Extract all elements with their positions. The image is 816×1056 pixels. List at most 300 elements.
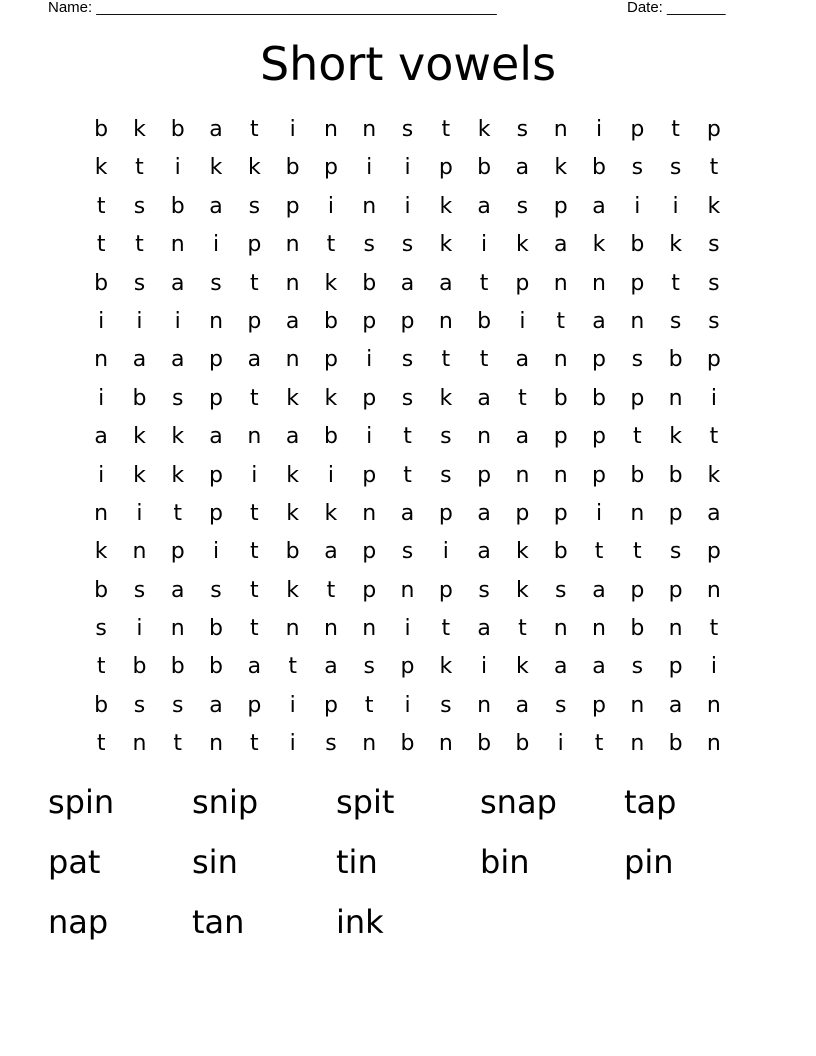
grid-cell: a [247, 654, 262, 680]
grid-cell: p [630, 577, 645, 603]
grid-cell: b [630, 232, 645, 258]
grid-cell: s [133, 692, 146, 718]
grid-cell: n [400, 577, 415, 603]
grid-cell: t [632, 424, 642, 450]
grid-cell: b [668, 462, 683, 488]
grid-cell: b [630, 462, 645, 488]
grid-cell: p [323, 155, 338, 181]
grid-cell: p [438, 500, 453, 526]
grid-cell: a [171, 347, 185, 373]
grid-cell: p [668, 577, 683, 603]
grid-cell: i [212, 232, 220, 258]
grid-cell: b [477, 308, 492, 334]
grid-cell: p [247, 232, 262, 258]
grid-cell: k [94, 155, 108, 181]
grid-cell: b [362, 270, 377, 296]
grid-cell: b [285, 155, 300, 181]
grid-cell: i [98, 462, 105, 488]
grid-cell: s [631, 654, 644, 680]
grid-cell: t [250, 577, 259, 603]
grid-cell: s [554, 692, 567, 718]
grid-cell: t [96, 232, 106, 258]
grid-cell: t [594, 539, 604, 565]
grid-cell: s [631, 155, 644, 181]
grid-cell: i [404, 155, 411, 181]
grid-cell: b [323, 308, 338, 334]
grid-cell: s [708, 232, 720, 258]
grid-cell: i [404, 616, 411, 642]
grid-cell: b [668, 347, 683, 373]
grid-cell: t [288, 654, 297, 680]
grid-cell: p [209, 462, 224, 488]
grid-cell: k [286, 577, 299, 603]
grid-cell: b [170, 193, 185, 219]
grid-cell: s [95, 616, 107, 642]
grid-cell: b [170, 654, 185, 680]
grid-cell: i [366, 424, 373, 450]
grid-cell: p [362, 308, 377, 334]
word-list-item: tan [192, 903, 245, 941]
grid-cell: s [401, 539, 414, 565]
grid-cell: p [630, 270, 645, 296]
grid-cell: k [439, 654, 453, 680]
page-title: Short vowels [259, 37, 557, 91]
grid-cell: p [438, 155, 453, 181]
grid-cell: a [209, 424, 223, 450]
grid-cell: s [133, 270, 146, 296]
grid-cell: s [708, 308, 720, 334]
grid-cell: i [557, 731, 564, 757]
grid-cell: k [439, 232, 453, 258]
grid-cell: s [401, 347, 414, 373]
grid-cell: n [630, 308, 645, 334]
grid-cell: a [209, 193, 223, 219]
grid-cell: b [592, 155, 606, 181]
grid-cell: i [212, 539, 220, 565]
grid-cell: p [668, 500, 683, 526]
grid-cell: p [209, 347, 224, 373]
grid-cell: k [516, 577, 529, 603]
word-list-item: pin [624, 843, 674, 881]
grid-cell: b [477, 731, 492, 757]
grid-cell: i [710, 385, 717, 411]
word-list-item: snap [480, 783, 557, 821]
grid-cell: n [132, 539, 147, 565]
grid-cell: s [363, 232, 375, 258]
grid-cell: k [477, 117, 491, 142]
grid-cell: k [592, 232, 606, 258]
grid-cell: p [706, 347, 721, 373]
grid-cell: i [327, 462, 334, 488]
grid-cell: k [324, 385, 338, 411]
grid-cell: n [553, 347, 568, 373]
grid-cell: b [94, 117, 109, 142]
grid-cell: t [632, 539, 642, 565]
grid-cell: t [326, 577, 336, 603]
grid-cell: p [630, 385, 645, 411]
grid-cell: n [170, 232, 185, 258]
grid-cell: t [135, 232, 144, 258]
word-list-item: snip [192, 783, 259, 821]
grid-cell: s [516, 193, 529, 219]
grid-cell: i [251, 462, 258, 488]
grid-cell: n [362, 117, 377, 142]
grid-cell: n [323, 117, 338, 142]
grid-cell: t [441, 117, 451, 142]
grid-cell: t [326, 232, 336, 258]
grid-cell: n [553, 270, 568, 296]
grid-cell: s [440, 692, 452, 718]
grid-cell: t [441, 616, 451, 642]
grid-cell: t [403, 462, 412, 488]
grid-cell: a [515, 692, 530, 718]
grid-cell: s [401, 232, 414, 258]
grid-cell: a [477, 500, 491, 526]
grid-cell: b [94, 577, 109, 603]
grid-cell: i [289, 731, 296, 757]
grid-cell: b [132, 654, 147, 680]
grid-cell: n [477, 692, 492, 718]
grid-cell: i [634, 193, 641, 219]
grid-cell: a [515, 155, 530, 181]
grid-cell: b [285, 539, 300, 565]
grid-cell: s [440, 424, 452, 450]
grid-cell: a [439, 270, 453, 296]
grid-cell: a [285, 424, 300, 450]
grid-cell: t [250, 270, 259, 296]
grid-cell: p [247, 308, 262, 334]
grid-cell: s [172, 385, 184, 411]
grid-cell: n [630, 692, 645, 718]
grid-cell: k [439, 193, 453, 219]
grid-cell: n [362, 193, 377, 219]
grid-cell: i [519, 308, 526, 334]
grid-cell: a [477, 616, 491, 642]
grid-cell: s [401, 117, 414, 142]
grid-cell: i [595, 500, 603, 526]
grid-cell: i [174, 308, 181, 334]
grid-cell: n [706, 692, 721, 718]
grid-cell: a [592, 308, 606, 334]
grid-cell: a [592, 193, 606, 219]
grid-cell: t [594, 731, 604, 757]
grid-cell: b [94, 270, 109, 296]
grid-cell: p [553, 500, 568, 526]
grid-cell: a [668, 692, 683, 718]
grid-cell: k [247, 155, 261, 181]
grid-cell: k [171, 462, 185, 488]
grid-cell: t [441, 347, 451, 373]
grid-cell: i [366, 347, 373, 373]
grid-cell: n [668, 616, 683, 642]
grid-cell: a [553, 654, 568, 680]
grid-cell: s [210, 270, 222, 296]
grid-cell: t [403, 424, 412, 450]
word-list-item: pat [48, 843, 101, 881]
grid-cell: p [592, 347, 606, 373]
grid-cell: b [592, 385, 606, 411]
grid-cell: k [286, 500, 299, 526]
grid-cell: s [669, 308, 682, 334]
grid-cell: p [477, 462, 492, 488]
grid-cell: n [668, 385, 683, 411]
word-list-item: nap [48, 903, 109, 941]
grid-cell: p [362, 462, 377, 488]
grid-cell: i [98, 385, 105, 411]
grid-cell: b [400, 731, 415, 757]
grid-cell: i [710, 654, 717, 680]
grid-cell: i [136, 500, 143, 526]
grid-cell: a [400, 500, 415, 526]
letter-grid [82, 111, 733, 764]
grid-cell: s [708, 270, 720, 296]
grid-cell: t [173, 500, 183, 526]
grid-cell: s [478, 577, 490, 603]
grid-cell: k [286, 462, 299, 488]
grid-cell: k [439, 385, 453, 411]
grid-cell: k [133, 424, 146, 450]
grid-cell: i [98, 308, 105, 334]
grid-cell: t [250, 500, 259, 526]
grid-cell: k [324, 270, 338, 296]
grid-cell: b [515, 731, 530, 757]
grid-cell: a [477, 193, 491, 219]
grid-cell: p [706, 539, 721, 565]
grid-cell: a [515, 424, 530, 450]
grid-cell: s [248, 193, 261, 219]
grid-cell: n [438, 308, 453, 334]
grid-cell: n [285, 616, 300, 642]
grid-cell: b [94, 692, 109, 718]
grid-cell: n [247, 424, 262, 450]
grid-cell: p [592, 692, 606, 718]
grid-cell: k [669, 232, 682, 258]
word-list-item: tap [624, 783, 677, 821]
grid-cell: a [592, 577, 606, 603]
grid-cell: n [209, 308, 224, 334]
grid-cell: a [324, 539, 338, 565]
grid-cell: t [250, 539, 259, 565]
grid-cell: p [209, 500, 224, 526]
grid-cell: n [94, 500, 109, 526]
grid-cell: p [362, 577, 377, 603]
grid-cell: p [362, 539, 377, 565]
grid-cell: a [171, 270, 185, 296]
grid-cell: s [440, 462, 452, 488]
grid-cell: b [132, 385, 147, 411]
grid-cell: k [707, 193, 721, 219]
grid-cell: p [668, 654, 683, 680]
grid-cell: i [289, 117, 296, 142]
grid-cell: i [136, 616, 143, 642]
grid-cell: n [706, 731, 721, 757]
grid-cell: t [250, 385, 259, 411]
grid-cell: p [323, 692, 338, 718]
grid-cell: n [285, 270, 300, 296]
grid-cell: t [479, 270, 489, 296]
word-list-item: ink [336, 903, 384, 941]
grid-cell: a [477, 385, 491, 411]
grid-cell: s [210, 577, 222, 603]
grid-cell: n [630, 731, 645, 757]
grid-cell: n [592, 270, 606, 296]
grid-cell: n [438, 731, 453, 757]
grid-cell: p [553, 424, 568, 450]
grid-cell: n [170, 616, 185, 642]
grid-cell: n [515, 462, 530, 488]
word-list-item: tin [336, 843, 378, 881]
grid-cell: a [400, 270, 415, 296]
grid-cell: b [209, 654, 224, 680]
grid-cell: i [595, 117, 603, 142]
grid-cell: n [706, 577, 721, 603]
grid-cell: n [362, 500, 377, 526]
grid-cell: k [516, 232, 529, 258]
grid-cell: s [669, 155, 682, 181]
grid-cell: a [324, 654, 338, 680]
grid-cell: p [323, 347, 338, 373]
grid-cell: n [553, 462, 568, 488]
grid-cell: p [592, 424, 606, 450]
grid-cell: b [170, 117, 185, 142]
grid-cell: t [250, 117, 259, 142]
grid-cell: t [250, 731, 259, 757]
grid-cell: i [442, 539, 449, 565]
grid-cell: p [285, 193, 300, 219]
grid-cell: k [209, 155, 223, 181]
grid-cell: i [289, 692, 296, 718]
grid-cell: a [132, 347, 147, 373]
grid-cell: a [592, 654, 606, 680]
grid-cell: b [668, 731, 683, 757]
grid-cell: a [477, 539, 491, 565]
word-list-item: spin [48, 783, 115, 821]
grid-cell: n [553, 616, 568, 642]
grid-cell: k [286, 385, 299, 411]
name-field[interactable]: Name: ________________________________________________ [48, 0, 497, 16]
grid-cell: t [96, 193, 106, 219]
grid-cell: k [133, 117, 146, 142]
grid-cell: t [671, 270, 680, 296]
grid-cell: t [709, 155, 719, 181]
header [48, 0, 748, 20]
grid-cell: i [481, 232, 488, 258]
grid-cell: p [247, 692, 262, 718]
grid-cell: k [669, 424, 682, 450]
grid-cell: i [672, 193, 679, 219]
grid-cell: i [366, 155, 373, 181]
grid-cell: n [285, 232, 300, 258]
grid-cell: k [707, 462, 721, 488]
grid-cell: p [706, 117, 721, 142]
grid-cell: k [171, 424, 185, 450]
grid-cell: b [209, 616, 224, 642]
word-list-item: sin [192, 843, 238, 881]
grid-cell: a [707, 500, 721, 526]
grid-cell: p [400, 654, 415, 680]
grid-cell: t [518, 616, 527, 642]
word-list [48, 777, 768, 957]
grid-cell: a [209, 117, 223, 142]
grid-cell: a [94, 424, 108, 450]
grid-cell: b [477, 155, 492, 181]
grid-cell: s [401, 385, 414, 411]
grid-cell: a [171, 577, 185, 603]
grid-cell: a [553, 232, 568, 258]
grid-cell: p [362, 385, 377, 411]
grid-cell: k [554, 155, 568, 181]
grid-cell: n [132, 731, 147, 757]
grid-cell: b [630, 616, 645, 642]
grid-cell: k [94, 539, 108, 565]
grid-cell: t [250, 616, 259, 642]
date-field[interactable]: Date: _______ [627, 0, 726, 16]
grid-cell: p [515, 270, 530, 296]
grid-cell: s [133, 193, 146, 219]
grid-cell: n [94, 347, 109, 373]
grid-cell: b [323, 424, 338, 450]
grid-cell: s [172, 692, 184, 718]
grid-cell: t [364, 692, 374, 718]
grid-cell: n [209, 731, 224, 757]
grid-cell: k [133, 462, 146, 488]
grid-cell: t [96, 654, 106, 680]
grid-cell: n [630, 500, 645, 526]
grid-cell: i [136, 308, 143, 334]
grid-cell: t [135, 155, 144, 181]
grid-cell: p [209, 385, 224, 411]
grid-cell: p [553, 193, 568, 219]
grid-cell: k [516, 539, 529, 565]
grid-cell: s [363, 654, 375, 680]
grid-cell: i [404, 193, 411, 219]
grid-cell: t [671, 117, 680, 142]
grid-cell: t [518, 385, 527, 411]
grid-cell: a [285, 308, 300, 334]
grid-cell: s [669, 539, 682, 565]
grid-cell: p [515, 500, 530, 526]
word-list-item: spit [336, 783, 395, 821]
grid-cell: t [709, 424, 719, 450]
grid-cell: k [516, 654, 529, 680]
grid-cell: i [327, 193, 334, 219]
grid-cell: p [438, 577, 453, 603]
grid-cell: n [362, 731, 377, 757]
grid-cell: t [709, 616, 719, 642]
grid-cell: b [553, 539, 568, 565]
grid-cell: t [96, 731, 106, 757]
grid-cell: p [170, 539, 185, 565]
grid-cell: n [553, 117, 568, 142]
grid-cell: s [325, 731, 337, 757]
grid-cell: n [477, 424, 492, 450]
grid-cell: t [479, 347, 489, 373]
grid-cell: t [173, 731, 183, 757]
grid-cell: a [247, 347, 262, 373]
grid-cell: t [556, 308, 566, 334]
grid-cell: n [592, 616, 606, 642]
grid-cell: p [400, 308, 415, 334]
word-list-item: bin [480, 843, 530, 881]
grid-cell: s [516, 117, 529, 142]
grid-cell: k [324, 500, 338, 526]
grid-cell: i [174, 155, 181, 181]
grid-cell: p [630, 117, 645, 142]
grid-cell: s [631, 347, 644, 373]
grid-cell: i [481, 654, 488, 680]
grid-cell: b [553, 385, 568, 411]
grid-cell: a [515, 347, 530, 373]
